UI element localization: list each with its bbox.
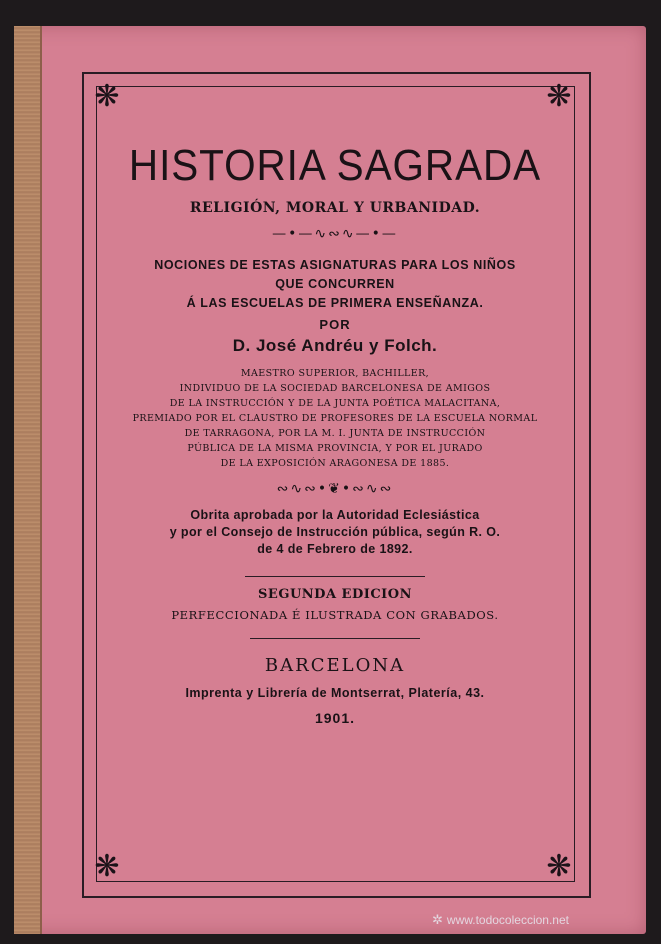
corner-ornament-icon: ❋ — [94, 849, 120, 884]
credential-line: DE TARRAGONA, POR LA M. I. JUNTA DE INSTRUCCIÓN — [184, 428, 486, 439]
description-line: Á LAS ESCUELAS DE PRIMERA ENSEÑANZA. — [186, 296, 484, 310]
edition-label: SEGUNDA EDICION — [258, 587, 412, 602]
credential-line: DE LA INSTRUCCIÓN Y DE LA JUNTA POÉTICA MALACITANA, — [169, 398, 501, 409]
approval-line: de 4 de Febrero de 1892. — [257, 542, 413, 556]
approval-line: y por el Consejo de Instrucción pública, según R. O. — [169, 525, 501, 539]
watermark-text: www.todocoleccion.net — [446, 913, 569, 927]
credential-line: DE LA EXPOSICIÓN ARAGONESA DE 1885. — [220, 458, 450, 469]
publication-city: BARCELONA — [264, 655, 406, 676]
description-line: QUE CONCURREN — [275, 277, 395, 291]
book-title: HISTORIA SAGRADA — [128, 141, 542, 190]
corner-ornament-icon: ❋ — [546, 79, 572, 114]
site-watermark — [432, 912, 569, 928]
corner-ornament-icon: ❋ — [94, 79, 120, 114]
divider-rule — [245, 576, 425, 577]
printer-line: Imprenta y Librería de Montserrat, Platería, 43. — [185, 686, 485, 700]
credential-line: MAESTRO SUPERIOR, BACHILLER, — [240, 368, 430, 379]
approval-notice — [98, 507, 572, 558]
todocoleccion-logo-icon: ✲ — [432, 912, 443, 927]
publication-year: 1901. — [314, 710, 356, 726]
book-subtitle: RELIGIÓN, MORAL Y URBANIDAD. — [189, 200, 481, 216]
by-label: POR — [319, 317, 351, 332]
cover-text-block — [98, 140, 572, 726]
description-line: NOCIONES DE ESTAS ASIGNATURAS PARA LOS NIÑOS — [154, 258, 516, 272]
credential-line: PREMIADO POR EL CLAUSTRO DE PROFESORES DE LA ESCUELA NORMAL — [132, 413, 538, 424]
flourish-ornament-icon: —•—∿∾∿—•— — [272, 226, 398, 242]
author-credentials — [98, 366, 572, 471]
book-spine — [14, 26, 42, 934]
corner-ornament-icon: ❋ — [546, 849, 572, 884]
credential-line: PÚBLICA DE LA MISMA PROVINCIA, Y POR EL JURADO — [187, 443, 483, 454]
approval-line: Obrita aprobada por la Autoridad Eclesiástica — [190, 508, 480, 522]
flourish-ornament-icon: ∾∿∾•❦•∾∿∾ — [276, 481, 394, 497]
description-block — [98, 256, 572, 313]
credential-line: INDIVIDUO DE LA SOCIEDAD BARCELONESA DE AMIGOS — [179, 383, 491, 394]
author-name: D. José Andréu y Folch. — [232, 336, 438, 355]
edition-description: PERFECCIONADA É ILUSTRADA CON GRABADOS. — [171, 608, 499, 622]
divider-rule — [250, 638, 420, 639]
